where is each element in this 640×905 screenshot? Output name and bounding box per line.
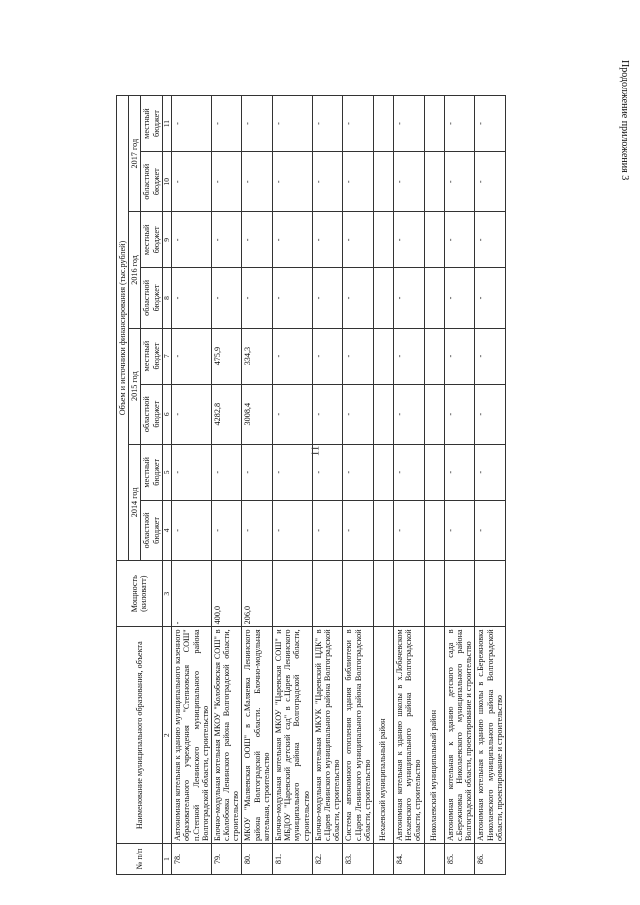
object-name: Система автономного отопления здания библиотеки в с.Царев Ленинского муниципального района Волгоградской области, строительство [343,627,374,844]
funding-value: - [394,152,425,212]
financing-table [116,95,506,875]
table-row [475,96,506,875]
header-num: № п/п [117,844,163,875]
column-index: 6 [162,384,171,444]
table-row [343,96,374,875]
column-index: 10 [162,152,171,212]
funding-value: 334,3 [242,328,273,384]
funding-value: - [312,212,343,268]
section-row [373,96,393,875]
capacity-value [273,561,313,627]
object-name: МКОУ "Маляевская ООШ" в с.Маляевка Ленинского района Волгоградской области. Блочно-модульная котельная, строительство [242,627,273,844]
funding-value: - [444,212,475,268]
object-name: Автономная котельная к зданию детского сада в с.Бережновка Николаевского муниципального района Волгоградской области, проектирование и строительство [444,627,475,844]
funding-value: - [394,212,425,268]
section-empty-cell [373,152,393,212]
row-number: 83. [343,844,374,875]
table-row [211,96,242,875]
funding-value: - [343,500,374,560]
funding-value: - [273,212,313,268]
funding-value: - [211,212,242,268]
funding-value: - [394,444,425,500]
object-name: Автономная котельная к зданию школы в х.Лобачевском Нехаевского муниципального района Волгоградской области, строительство [394,627,425,844]
funding-value: - [394,328,425,384]
header-funding: Объем и источники финансирования (тыс.рублей) [117,96,129,561]
column-index: 7 [162,328,171,384]
header-capacity: Мощность (киловатт) [117,561,163,627]
object-name: Блочно-модульная котельная МКОУ "Царевская СОШ" и МБДОУ "Царевский детский сад" в с.Царев Ленинского муниципального района Волгоградской области, строительство [273,627,313,844]
funding-value: - [475,444,506,500]
funding-value: - [444,384,475,444]
funding-value: - [343,212,374,268]
funding-value: - [172,328,212,384]
object-name: Блочно-модульная котельная МКУК "Царевский ЦДК" в с.Царев Ленинского муниципального района Волгоградской области, строительство [312,627,343,844]
funding-value: - [444,500,475,560]
section-title: Николаевский муниципальный район [424,627,444,844]
section-title: Нехаевский муниципальный район [373,627,393,844]
column-index: 2 [162,627,171,844]
capacity-value [444,561,475,627]
section-empty-cell [373,500,393,560]
header-year-2017: 2017 год [129,96,141,212]
object-name: Автономная котельная к зданию муниципального казенного образовательного учреждения "Степновская СОШ" п.Степной Ленинского муниципального района Волгоградской области, строительство [172,627,212,844]
table-row [312,96,343,875]
row-number: 78. [172,844,212,875]
funding-value: - [273,444,313,500]
funding-value: - [343,96,374,152]
header-local-budget: местный бюджет [141,96,162,152]
section-empty-cell [424,96,444,152]
funding-value: - [312,500,343,560]
header-local-budget: местный бюджет [141,212,162,268]
funding-value: - [475,384,506,444]
funding-value: - [475,268,506,328]
row-number: 81. [273,844,313,875]
section-empty-cell [424,328,444,384]
funding-value: - [172,444,212,500]
funding-value: - [242,152,273,212]
funding-value: - [312,268,343,328]
funding-value: - [172,96,212,152]
header-year-2016: 2016 год [129,212,141,328]
section-empty-cell [424,212,444,268]
row-number: 80. [242,844,273,875]
column-index: 9 [162,212,171,268]
funding-value: - [211,152,242,212]
section-empty-cell [373,96,393,152]
funding-value: - [211,500,242,560]
section-empty-cell [373,328,393,384]
section-empty-cell [424,268,444,328]
section-empty-cell [373,268,393,328]
funding-value: - [242,500,273,560]
funding-value: - [312,328,343,384]
section-empty-cell [424,444,444,500]
funding-value: - [273,500,313,560]
row-number: 84. [394,844,425,875]
funding-value: - [343,444,374,500]
funding-value: - [172,268,212,328]
funding-value: - [444,152,475,212]
row-number: 86. [475,844,506,875]
funding-value: - [273,384,313,444]
funding-value: - [211,444,242,500]
funding-value: - [444,268,475,328]
funding-value: - [273,96,313,152]
capacity-value [343,561,374,627]
column-index: 8 [162,268,171,328]
capacity-value: 206,0 [242,561,273,627]
section-empty-cell [373,384,393,444]
section-empty-cell [424,561,444,627]
funding-value: - [312,152,343,212]
table-row [394,96,425,875]
table-body [172,96,506,875]
funding-value: - [172,384,212,444]
section-empty-cell [373,561,393,627]
capacity-value [475,561,506,627]
header-local-budget: местный бюджет [141,328,162,384]
funding-value: - [475,212,506,268]
column-index: 1 [162,844,171,875]
funding-value: - [172,500,212,560]
section-empty-cell [373,212,393,268]
funding-value: - [242,212,273,268]
funding-value: - [172,152,212,212]
section-empty-cell [424,384,444,444]
funding-value: - [242,444,273,500]
funding-value: - [312,444,343,500]
funding-value: - [444,444,475,500]
financing-table-sheet [116,95,631,875]
funding-value: - [475,152,506,212]
funding-value: - [475,96,506,152]
capacity-value [312,561,343,627]
appendix-continuation-note: Продолжение приложения 3 [619,60,630,181]
funding-value: - [475,328,506,384]
capacity-value: 400,0 [211,561,242,627]
section-row [424,96,444,875]
funding-value: - [172,212,212,268]
capacity-value [394,561,425,627]
funding-value: - [211,96,242,152]
section-num-cell [373,844,393,875]
column-index: 11 [162,96,171,152]
funding-value: - [394,268,425,328]
header-regional-budget: областной бюджет [141,384,162,444]
funding-value: - [475,500,506,560]
header-year-2014: 2014 год [129,444,141,560]
table-row [273,96,313,875]
table-row [172,96,212,875]
capacity-value: - [172,561,212,627]
funding-value: - [273,268,313,328]
table-row [444,96,475,875]
row-number: 79. [211,844,242,875]
funding-value: - [273,152,313,212]
funding-value: - [394,500,425,560]
funding-value: - [312,384,343,444]
section-num-cell [424,844,444,875]
section-empty-cell [424,152,444,212]
object-name: Блочно-модульная котельная МКОУ "Колобовская СОШ" в с.Колобовка Ленинского района Волгоградской области, строительство [211,627,242,844]
funding-value: - [343,384,374,444]
header-regional-budget: областной бюджет [141,152,162,212]
funding-value: - [444,96,475,152]
funding-value: 475,9 [211,328,242,384]
page-number: 11 [309,445,322,457]
funding-value: - [343,152,374,212]
table-row [242,96,273,875]
funding-value: - [394,96,425,152]
funding-value: - [444,328,475,384]
row-number: 85. [444,844,475,875]
funding-value: - [312,96,343,152]
object-name: Автономная котельная к зданию школы в с.Бережновка Николаевского муниципального района Волгоградской области, проектирование и строительство [475,627,506,844]
funding-value: - [394,384,425,444]
funding-value: 4282,8 [211,384,242,444]
funding-value: 3008,4 [242,384,273,444]
funding-value: - [211,268,242,328]
section-empty-cell [424,500,444,560]
funding-value: - [242,96,273,152]
row-number: 82. [312,844,343,875]
header-local-budget: местный бюджет [141,444,162,500]
funding-value: - [242,268,273,328]
funding-value: - [343,268,374,328]
section-empty-cell [373,444,393,500]
header-regional-budget: областной бюджет [141,268,162,328]
column-index: 5 [162,444,171,500]
header-year-2015: 2015 год [129,328,141,444]
funding-value: - [343,328,374,384]
header-name: Наименование муниципального образования, объекта [117,627,163,844]
column-index: 4 [162,500,171,560]
funding-value: - [273,328,313,384]
header-regional-budget: областной бюджет [141,500,162,560]
column-index: 3 [162,561,171,627]
